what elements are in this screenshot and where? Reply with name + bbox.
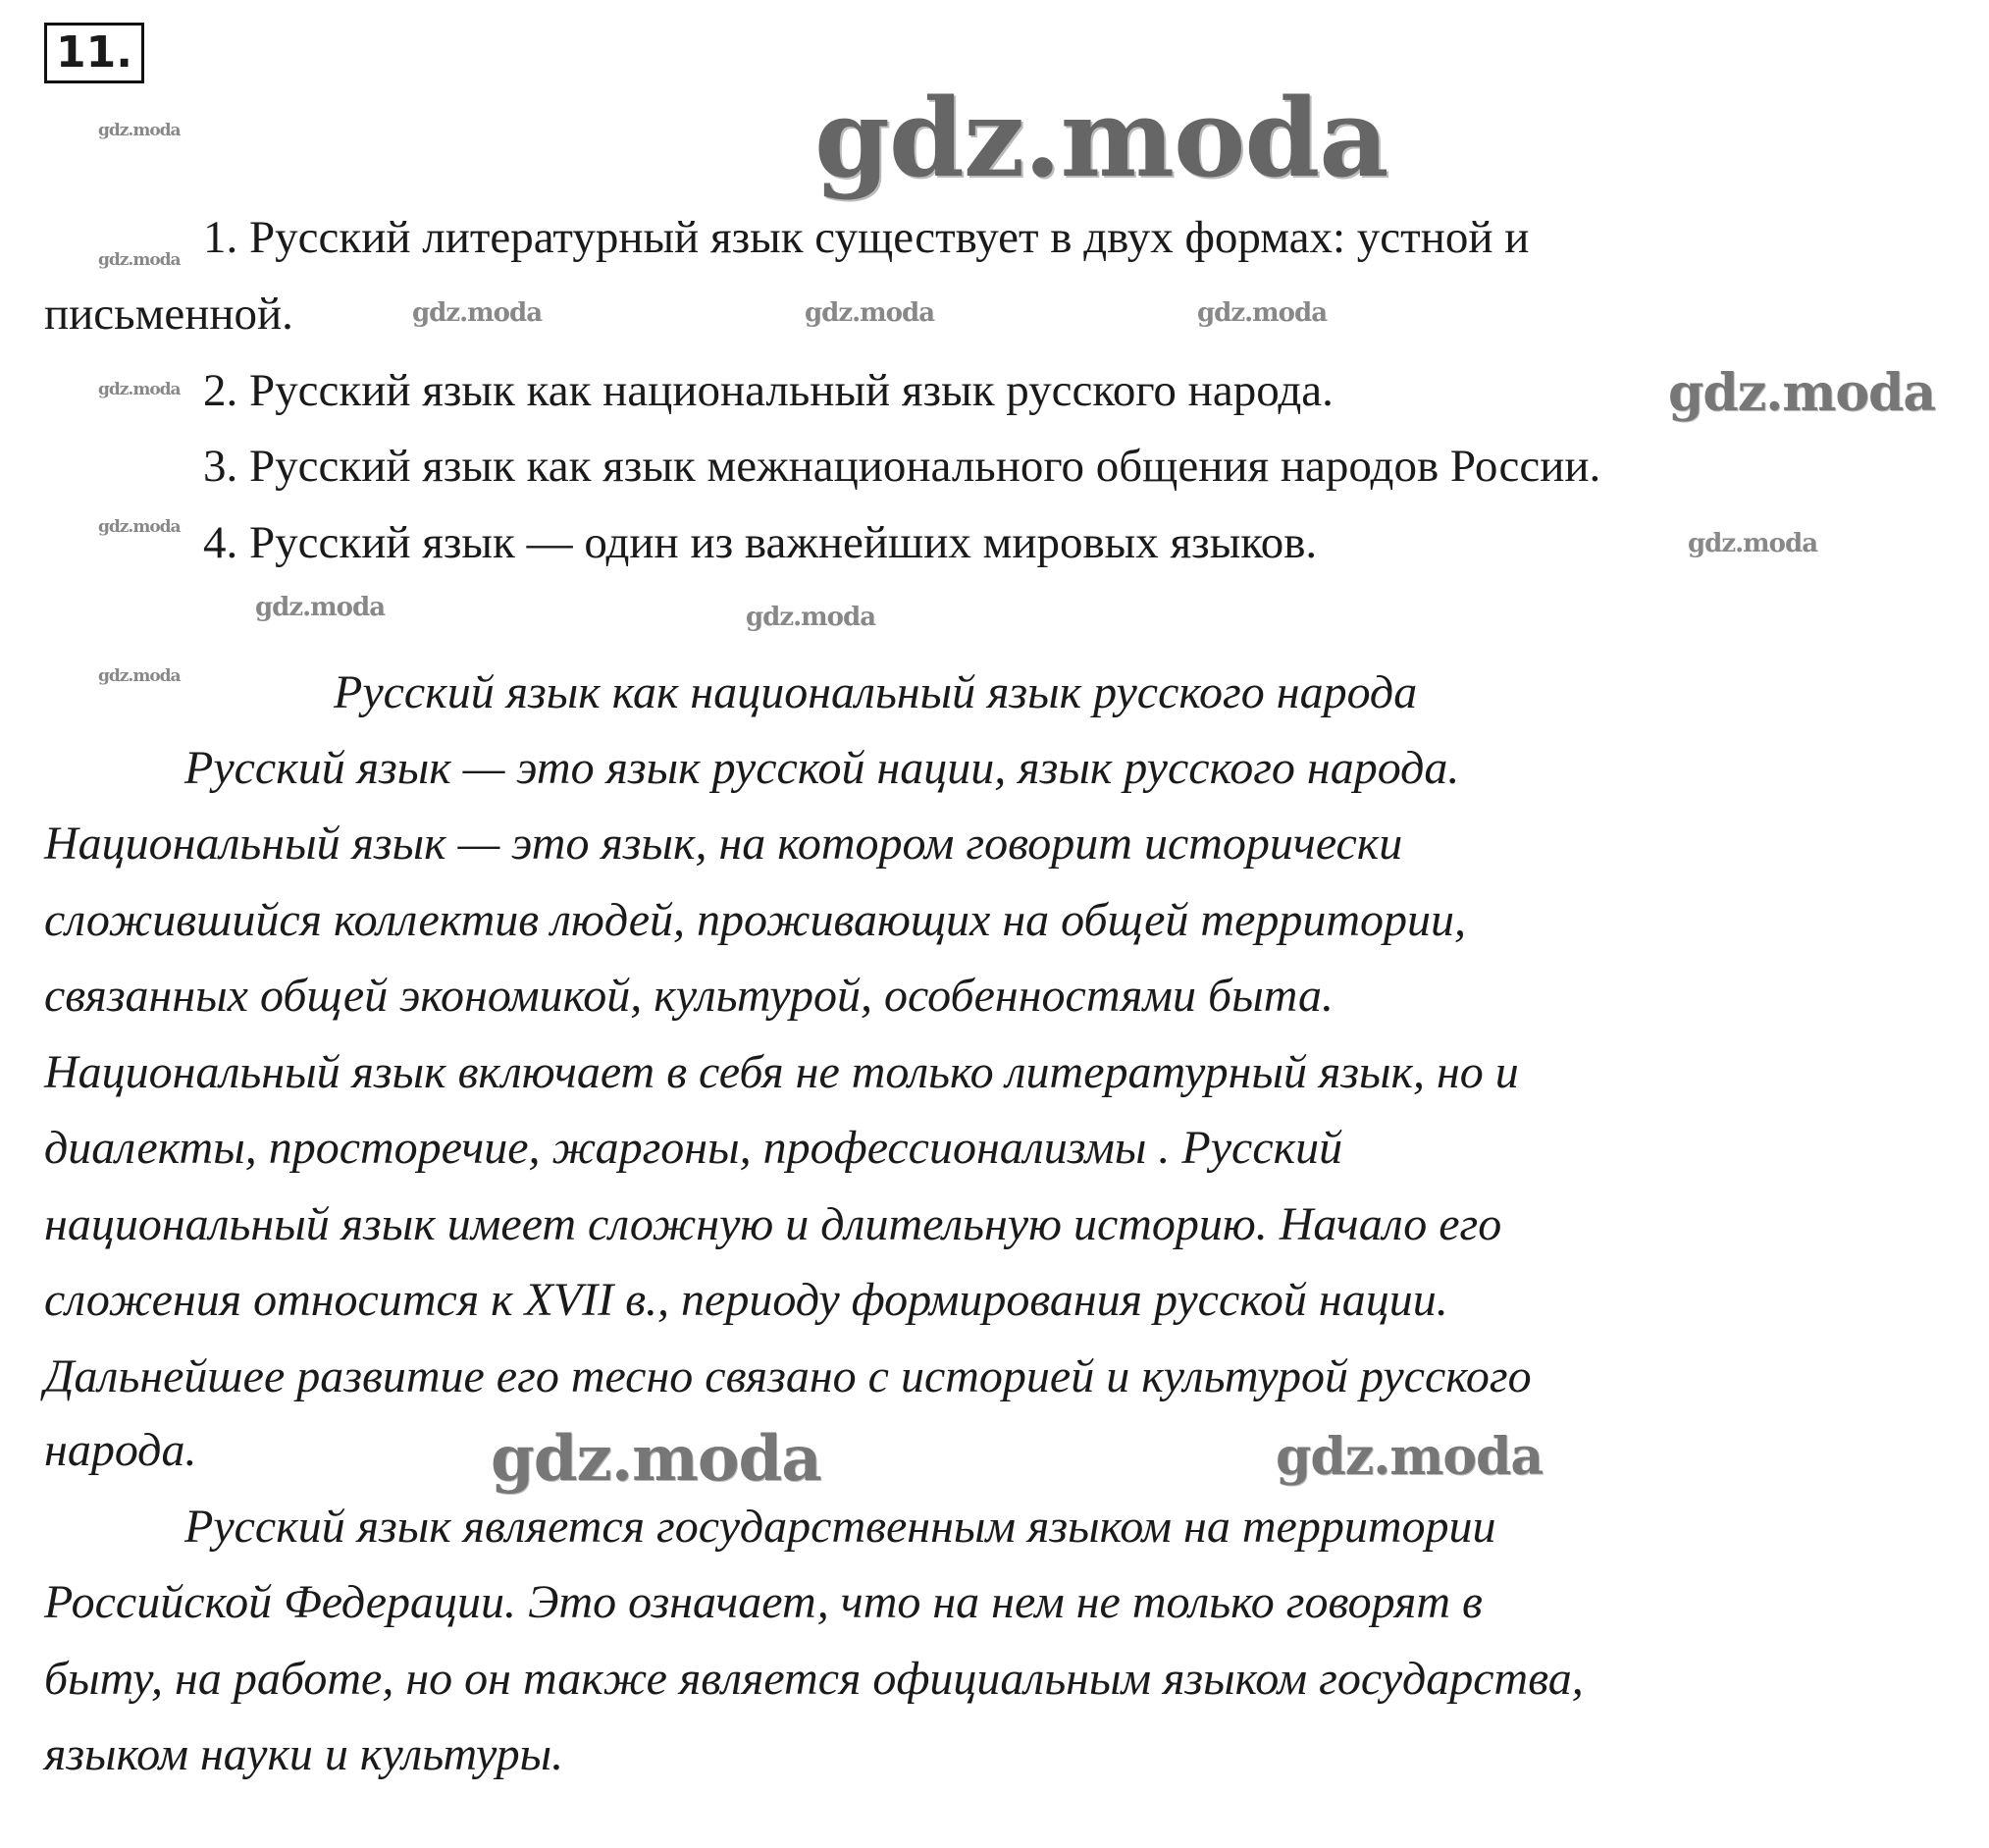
watermark-logo: gdz.moda bbox=[491, 1422, 821, 1496]
list-item-continuation: письменной. bbox=[44, 289, 293, 340]
list-item: 2. Русский язык как национальный язык русского народа. bbox=[203, 365, 1334, 416]
essay-line: Дальнейшее развитие его тесно связано с историей и культурой русского bbox=[44, 1350, 1532, 1402]
watermark-logo: gdz.moda bbox=[98, 666, 181, 686]
essay-line: национальный язык имеет сложную и длительную историю. Начало его bbox=[44, 1198, 1502, 1250]
list-item: 4. Русский язык — один из важнейших мировых языков. bbox=[203, 517, 1318, 568]
essay-line: сложения относится к XVII в., периоду формирования русской нации. bbox=[44, 1274, 1448, 1326]
watermark-logo: gdz.moda bbox=[412, 298, 543, 328]
watermark-logo: gdz.moda bbox=[1276, 1427, 1544, 1487]
exercise-number: 11. bbox=[44, 23, 144, 83]
watermark-logo: gdz.moda bbox=[1688, 529, 1818, 558]
watermark-logo: gdz.moda bbox=[746, 603, 876, 632]
essay-line: Русский язык — это язык русской нации, язык русского народа. bbox=[184, 742, 1460, 794]
essay-line: Национальный язык включает в себя не только литературный язык, но и bbox=[44, 1046, 1519, 1098]
essay-line: диалекты, просторечие, жаргоны, профессионализмы . Русский bbox=[44, 1122, 1343, 1174]
essay-line: связанных общей экономикой, культурой, особенностями быта. bbox=[44, 970, 1334, 1022]
essay-line: языком науки и культуры. bbox=[44, 1728, 564, 1780]
watermark-logo: gdz.moda bbox=[98, 121, 181, 140]
essay-line: сложившийся коллектив людей, проживающих на общей территории, bbox=[44, 894, 1467, 946]
list-item: 1. Русский литературный язык существует в двух формах: устной и bbox=[203, 212, 1530, 263]
watermark-logo: gdz.moda bbox=[1197, 298, 1328, 328]
list-item: 3. Русский язык как язык межнационального общения народов России. bbox=[203, 441, 1601, 492]
watermark-logo: gdz.moda bbox=[98, 250, 181, 270]
essay-line: народа. bbox=[44, 1424, 197, 1476]
essay-line: Русский язык является государственным языком на территории bbox=[184, 1501, 1496, 1553]
essay-line: Национальный язык — это язык, на котором говорит исторически bbox=[44, 818, 1403, 870]
watermark-logo: gdz.moda bbox=[98, 380, 181, 399]
watermark-logo: gdz.moda bbox=[255, 593, 386, 622]
watermark-logo: gdz.moda bbox=[814, 75, 1388, 201]
essay-line: Российской Федерации. Это означает, что на нем не только говорят в bbox=[44, 1576, 1483, 1628]
essay-line: быту, на работе, но он также является официальным языком государства, bbox=[44, 1653, 1584, 1705]
watermark-logo: gdz.moda bbox=[1668, 363, 1936, 423]
essay-title: Русский язык как национальный язык русского народа bbox=[334, 666, 1418, 718]
watermark-logo: gdz.moda bbox=[98, 517, 181, 537]
watermark-logo: gdz.moda bbox=[805, 298, 935, 328]
